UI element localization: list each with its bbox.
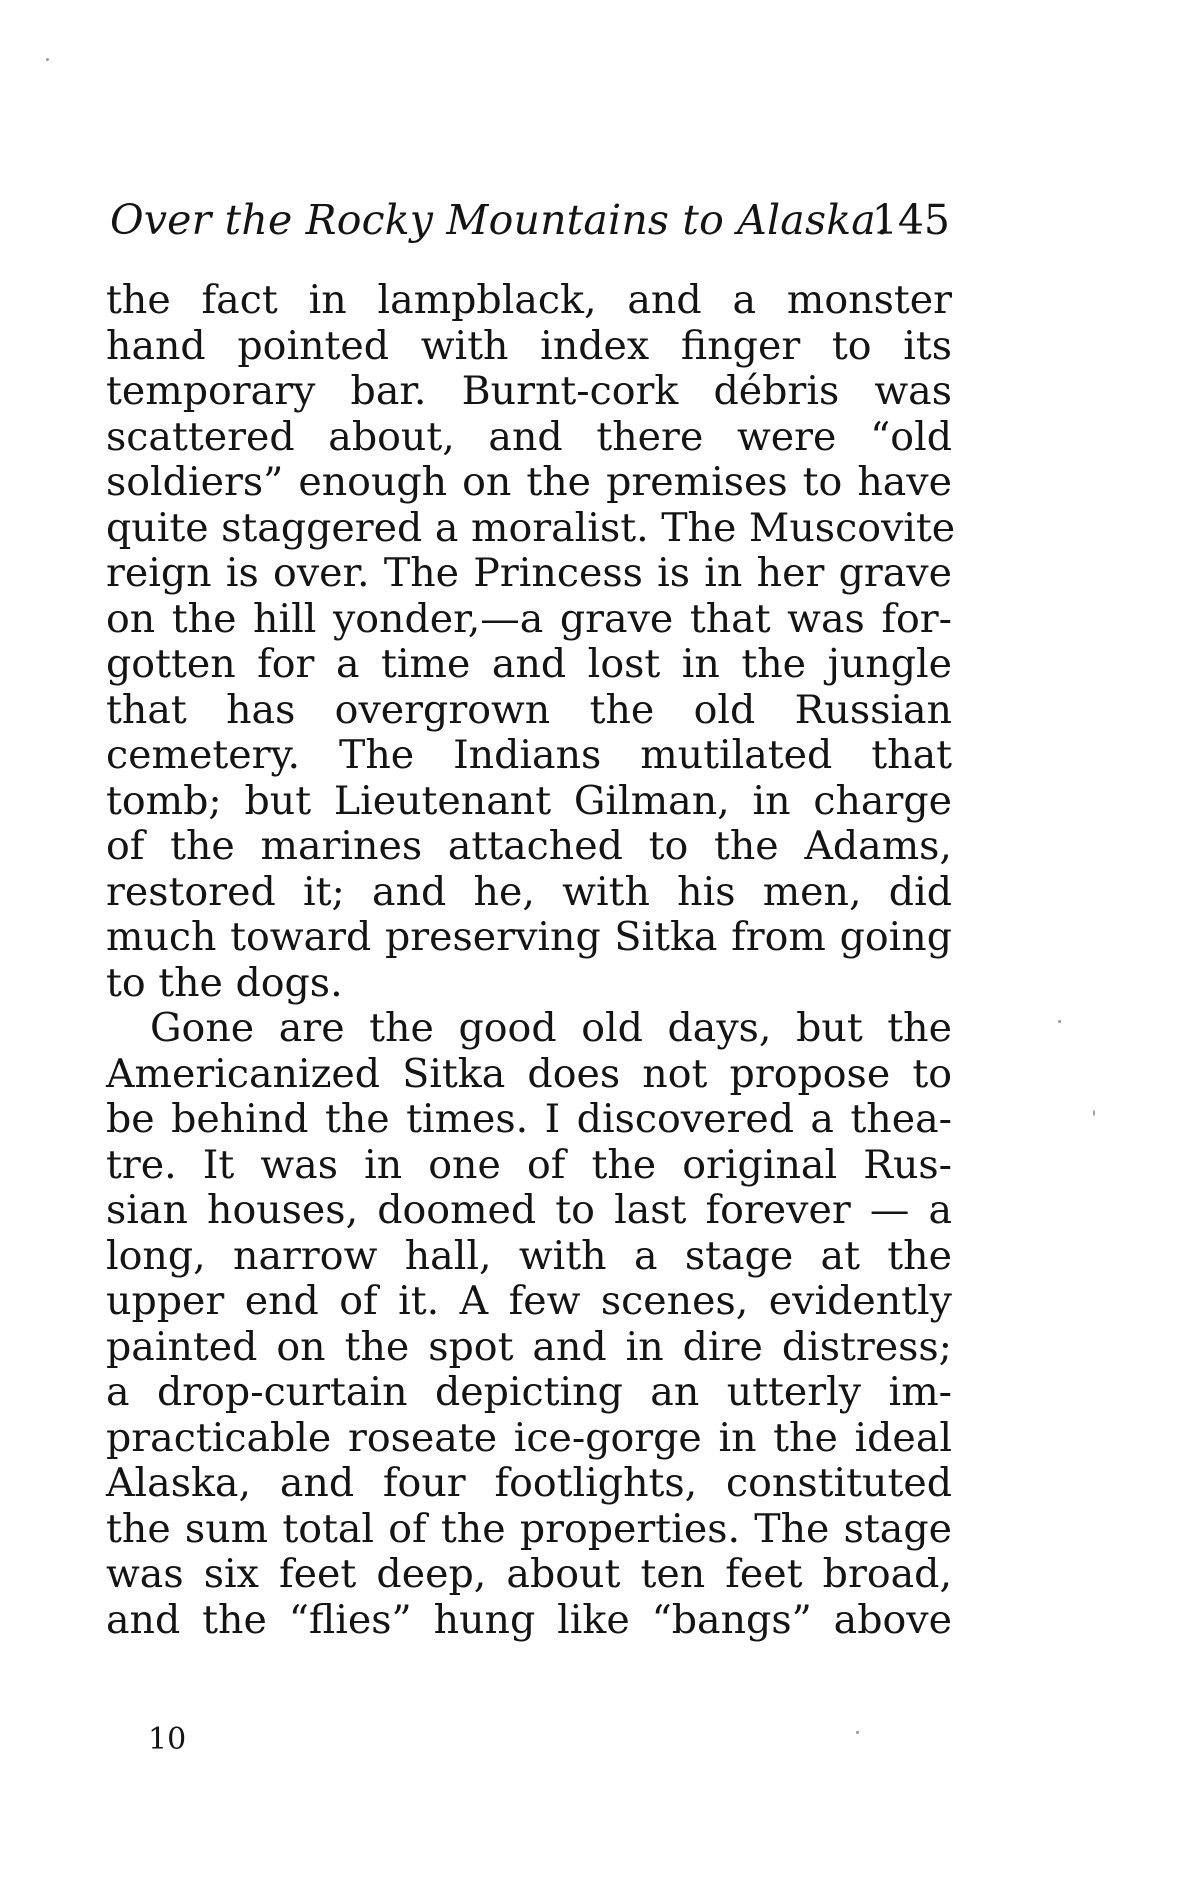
scan-speck — [46, 58, 49, 61]
body-text — [106, 277, 956, 1643]
text-line: a drop-curtain depicting an utterly im- — [106, 1369, 952, 1415]
text-line: Gone are the good old days, but the — [150, 1005, 952, 1051]
text-line: quite staggered a moralist. The Muscovite — [106, 504, 956, 551]
paragraph-2 — [106, 1006, 952, 1643]
text-line: Alaska, and four footlights, constituted — [106, 1460, 952, 1506]
text-line: sian houses, doomed to last forever — a — [106, 1187, 952, 1233]
text-line: that has overgrown the old Russian — [106, 686, 952, 733]
text-line: upper end of it. A few scenes, evidently — [106, 1278, 952, 1324]
text-line: to the dogs. — [106, 959, 343, 1006]
text-line: restored it; and he, with his men, did — [106, 868, 952, 915]
page-number: 145 — [871, 196, 950, 244]
text-line: temporary bar. Burnt-cork débris was — [106, 368, 952, 414]
text-line: tomb; but Lieutenant Gilman, in charge — [106, 777, 952, 824]
running-title: Over the Rocky Mountains to Alaska. — [110, 196, 890, 244]
text-line: painted on the spot and in dire distress; — [106, 1323, 952, 1370]
text-line: the sum total of the properties. The stage — [106, 1505, 952, 1552]
scan-speck — [1058, 1020, 1061, 1023]
text-line: be behind the times. I discovered a thea- — [106, 1096, 952, 1142]
text-line: tre. It was in one of the original Rus- — [106, 1141, 952, 1188]
text-line: cemetery. The Indians mutilated that — [106, 732, 952, 778]
text-line: soldiers” enough on the premises to have — [106, 459, 952, 505]
text-line: Americanized Sitka does not propose to — [106, 1050, 952, 1097]
text-line: scattered about, and there were “old — [106, 413, 952, 460]
text-line: of the marines attached to the Adams, — [106, 823, 952, 869]
paragraph-1 — [106, 277, 956, 1006]
running-head — [110, 196, 950, 246]
text-line: on the hill yonder,—a grave that was for- — [106, 595, 952, 642]
text-line: practicable roseate ice-gorge in the ideal — [106, 1414, 952, 1461]
text-line: hand pointed with index finger to its — [106, 322, 952, 369]
scan-speck — [1093, 1110, 1095, 1116]
scan-speck — [856, 1731, 859, 1734]
text-line: much toward preserving Sitka from going — [106, 914, 952, 960]
text-line: the fact in lampblack, and a monster — [106, 277, 952, 323]
text-line: and the “flies” hung like “bangs” above — [106, 1596, 952, 1643]
text-line: was six feet deep, about ten feet broad, — [106, 1551, 952, 1597]
text-line: reign is over. The Princess is in her grave — [106, 550, 952, 596]
text-line: gotten for a time and lost in the jungle — [106, 641, 952, 687]
text-line: long, narrow hall, with a stage at the — [106, 1232, 952, 1279]
signature-mark: 10 — [148, 1722, 187, 1757]
